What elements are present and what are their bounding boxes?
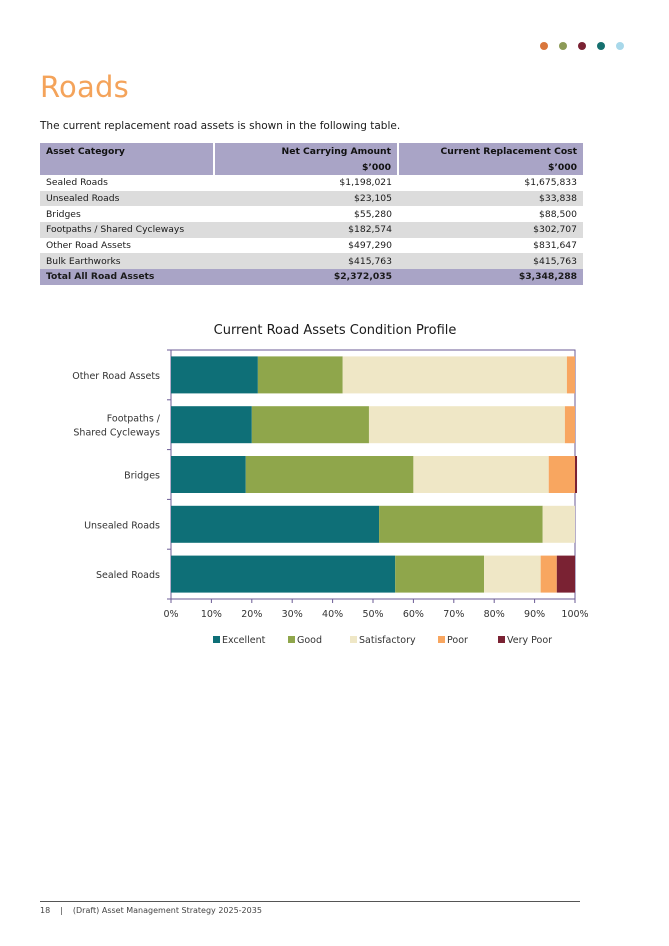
table-header-row bbox=[40, 143, 583, 159]
header-net-carrying-amount: Net Carrying Amount bbox=[214, 143, 398, 159]
x-tick-label: 0% bbox=[163, 609, 179, 620]
page-footer bbox=[40, 906, 262, 915]
footer-divider bbox=[40, 901, 580, 902]
cell-crc: $302,707 bbox=[398, 222, 583, 238]
intro-paragraph: The current replacement road assets is shown in the following table. bbox=[40, 120, 401, 132]
condition-profile-chart bbox=[0, 340, 669, 660]
bar-segment bbox=[549, 456, 575, 493]
category-label: Other Road Assets bbox=[72, 370, 160, 382]
bar-segment bbox=[543, 506, 575, 543]
cell-crc: $831,647 bbox=[533, 240, 577, 252]
category-label: Unsealed Roads bbox=[84, 520, 160, 532]
legend-label: Poor bbox=[447, 635, 468, 646]
table-row bbox=[40, 206, 583, 222]
page-title: Roads bbox=[40, 70, 129, 104]
legend-swatch bbox=[498, 636, 505, 643]
x-tick-label: 30% bbox=[281, 609, 303, 620]
bar-segment bbox=[246, 456, 414, 493]
cell-category: Footpaths / Shared Cycleways bbox=[40, 222, 214, 238]
cell-net: $497,290 bbox=[348, 240, 392, 252]
page-number: 18 bbox=[40, 906, 51, 915]
cell-category: Bulk Earthworks bbox=[40, 253, 214, 269]
bar-segment bbox=[171, 506, 379, 543]
bar-segment bbox=[171, 406, 252, 443]
x-tick-label: 60% bbox=[402, 609, 424, 620]
table-header-unit-row bbox=[40, 159, 583, 175]
bar-segment bbox=[343, 356, 567, 393]
bar-segment bbox=[575, 456, 577, 493]
cell-net: $23,105 bbox=[214, 191, 398, 207]
cell-total-category: Total All Road Assets bbox=[40, 269, 214, 285]
bar-segment bbox=[258, 356, 343, 393]
category-label: Bridges bbox=[124, 470, 160, 482]
legend-label: Satisfactory bbox=[359, 635, 416, 646]
road-assets-table bbox=[40, 143, 583, 285]
bar-segment bbox=[484, 556, 541, 593]
category-label: Footpaths / Shared Cycleways bbox=[73, 413, 160, 439]
legend-label: Excellent bbox=[222, 635, 266, 646]
bar-segment bbox=[395, 556, 484, 593]
header-net-unit: $’000 bbox=[214, 159, 398, 175]
x-tick-label: 40% bbox=[322, 609, 344, 620]
legend-label: Very Poor bbox=[507, 635, 553, 646]
x-tick-label: 90% bbox=[524, 609, 546, 620]
table-row bbox=[40, 238, 583, 254]
header-decoration-dots bbox=[540, 42, 624, 50]
legend-label: Good bbox=[297, 635, 323, 646]
cell-category: Bridges bbox=[46, 208, 81, 220]
cell-net: $182,574 bbox=[214, 222, 398, 238]
bar-segment bbox=[369, 406, 565, 443]
header-asset-category: Asset Category bbox=[40, 143, 214, 159]
legend-swatch bbox=[438, 636, 445, 643]
cell-net: $1,198,021 bbox=[339, 177, 392, 189]
x-tick-label: 70% bbox=[443, 609, 465, 620]
header-current-replacement-cost: Current Replacement Cost bbox=[398, 143, 583, 159]
cell-total-net: $2,372,035 bbox=[214, 269, 398, 285]
table-row bbox=[40, 175, 583, 191]
decoration-dot bbox=[540, 42, 548, 50]
x-tick-label: 80% bbox=[483, 609, 505, 620]
cell-crc: $33,838 bbox=[398, 191, 583, 207]
bar-segment bbox=[252, 406, 369, 443]
cell-crc: $88,500 bbox=[539, 208, 577, 220]
decoration-dot bbox=[578, 42, 586, 50]
x-tick-label: 100% bbox=[561, 609, 589, 620]
decoration-dot bbox=[597, 42, 605, 50]
decoration-dot bbox=[559, 42, 567, 50]
decoration-dot bbox=[616, 42, 624, 50]
bar-segment bbox=[171, 556, 395, 593]
cell-total-crc: $3,348,288 bbox=[398, 269, 583, 285]
table-total-row bbox=[40, 269, 583, 285]
footer-document-title: (Draft) Asset Management Strategy 2025-2035 bbox=[72, 906, 262, 915]
bar-segment bbox=[557, 556, 575, 593]
bar-segment bbox=[379, 506, 543, 543]
bar-segment bbox=[567, 356, 575, 393]
cell-net: $415,763 bbox=[214, 253, 398, 269]
category-label: Sealed Roads bbox=[95, 570, 160, 582]
table-row bbox=[40, 222, 583, 238]
cell-crc: $1,675,833 bbox=[524, 177, 577, 189]
legend-swatch bbox=[350, 636, 357, 643]
cell-crc: $415,763 bbox=[398, 253, 583, 269]
header-crc-unit: $’000 bbox=[398, 159, 583, 175]
header-empty-cell bbox=[40, 159, 214, 175]
bar-segment bbox=[171, 456, 246, 493]
footer-separator: | bbox=[60, 906, 63, 915]
chart-title: Current Road Assets Condition Profile bbox=[213, 323, 457, 338]
legend-swatch bbox=[288, 636, 295, 643]
x-tick-label: 10% bbox=[200, 609, 222, 620]
bar-segment bbox=[565, 406, 575, 443]
cell-net: $55,280 bbox=[354, 208, 392, 220]
x-tick-label: 50% bbox=[362, 609, 384, 620]
table-row bbox=[40, 253, 583, 269]
x-tick-label: 20% bbox=[241, 609, 263, 620]
cell-category: Sealed Roads bbox=[46, 177, 108, 189]
table-row bbox=[40, 191, 583, 207]
bar-segment bbox=[541, 556, 557, 593]
legend-swatch bbox=[213, 636, 220, 643]
bar-segment bbox=[171, 356, 258, 393]
bar-segment bbox=[413, 456, 548, 493]
cell-category: Other Road Assets bbox=[46, 240, 131, 252]
cell-category: Unsealed Roads bbox=[40, 191, 214, 207]
